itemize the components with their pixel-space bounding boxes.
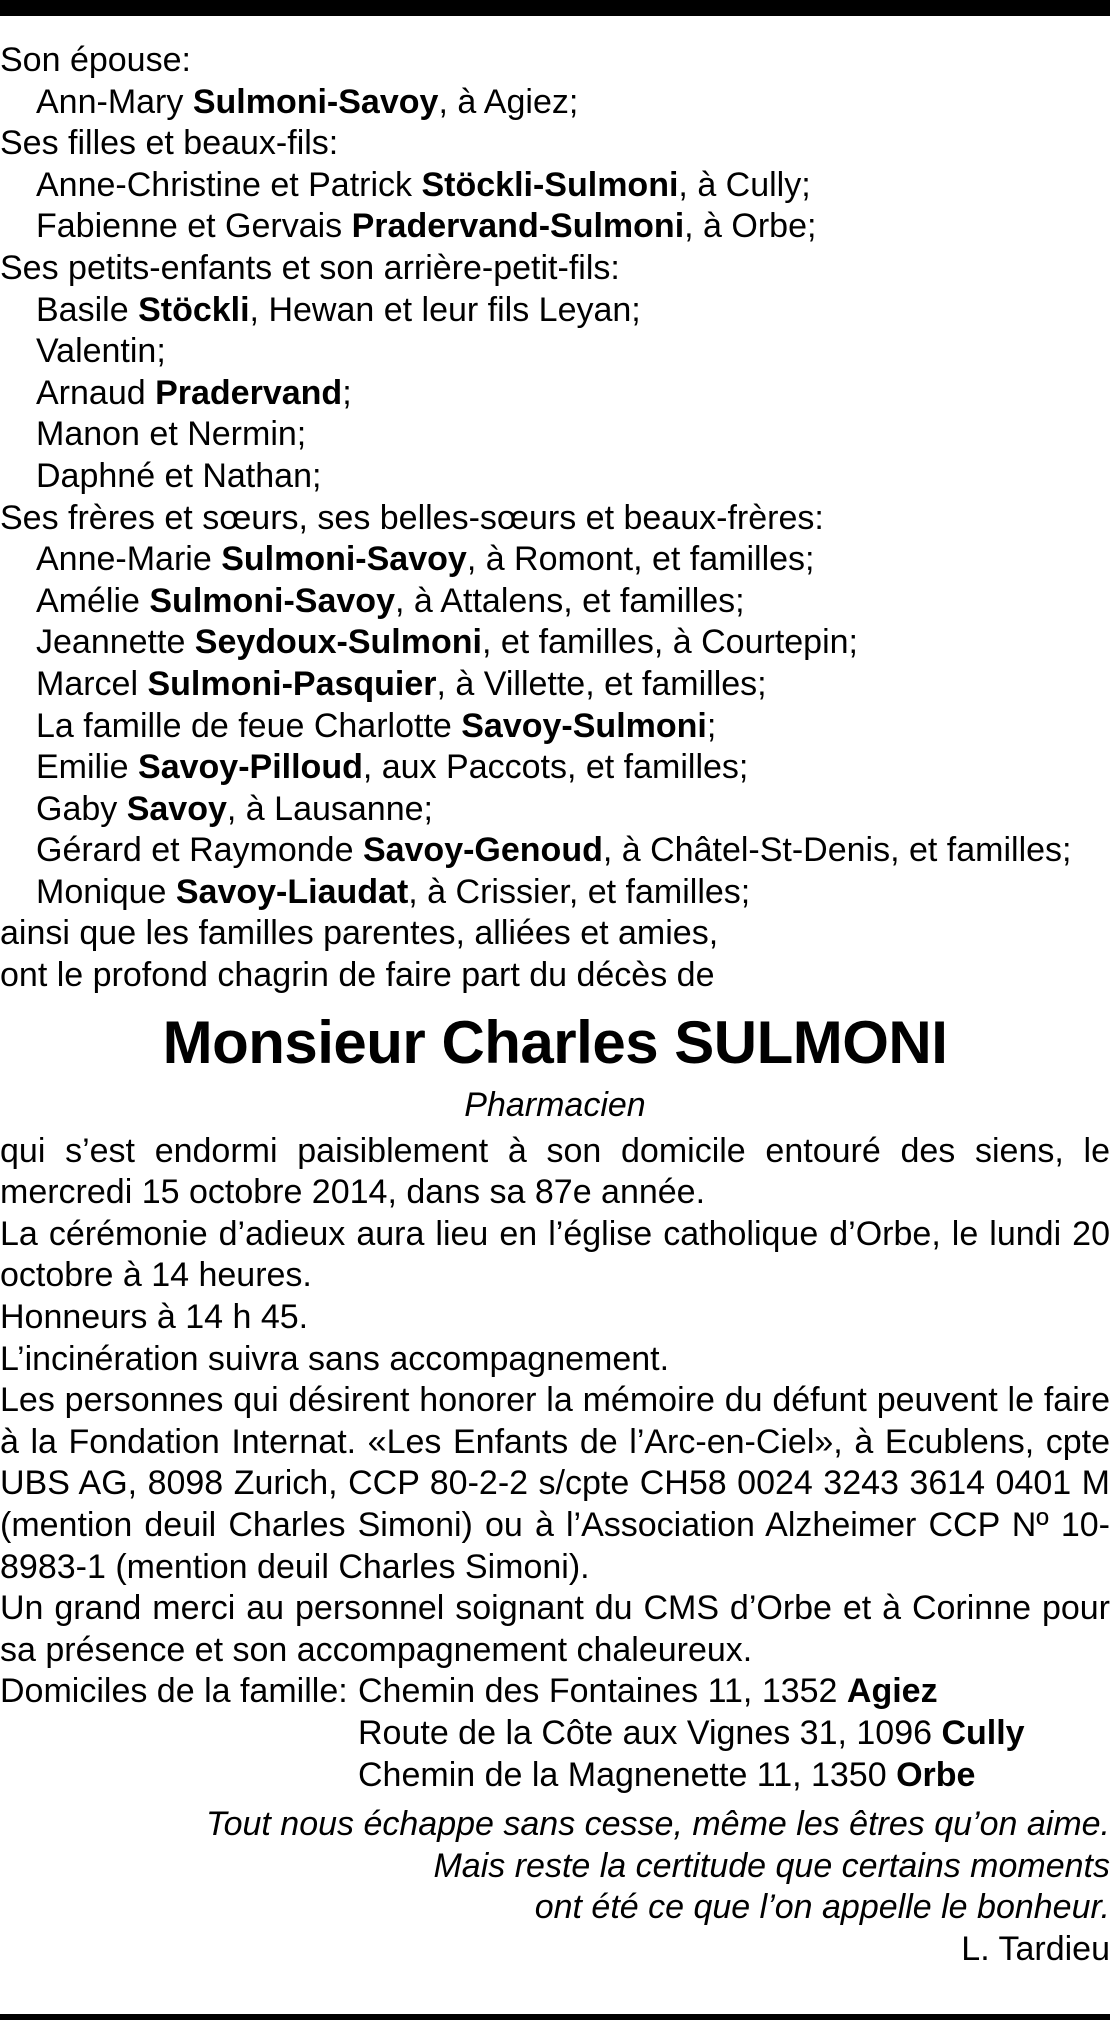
bottom-rule: [0, 2014, 1110, 2020]
paragraph: Un grand merci au personnel soignant du CMS d’Orbe et à Corinne pour sa présence et son accompagnement chaleureux.: [0, 1589, 1110, 1669]
top-rule: [0, 0, 1110, 16]
domicile-address: [358, 1671, 938, 1713]
quote: [0, 1804, 1110, 1929]
place: , aux Paccots, et familles;: [362, 748, 749, 787]
family-line: [0, 747, 1110, 789]
domicile-row: [0, 1713, 1110, 1755]
surname: Pradervand-Sulmoni: [351, 207, 685, 246]
address-street: Chemin des Fontaines 11, 1352: [358, 1672, 847, 1711]
first-name: Monique: [36, 872, 176, 911]
family-line: Valentin;: [36, 332, 166, 371]
address-street: Route de la Côte aux Vignes 31, 1096: [358, 1713, 942, 1752]
paragraph: Honneurs à 14 h 45.: [0, 1298, 309, 1337]
paragraph: L’incinération suivra sans accompagnement.: [0, 1339, 670, 1378]
family-line: [0, 872, 1110, 914]
first-name: Emilie: [36, 748, 139, 787]
address-street: Chemin de la Magnenette 11, 1350: [358, 1755, 897, 1794]
surname: Stöckli: [138, 290, 250, 329]
domicile-address: [358, 1755, 975, 1797]
quote-line: Tout nous échappe sans cesse, même les êtres qu’on aime.: [205, 1805, 1110, 1844]
place: , à Orbe;: [684, 207, 817, 246]
first-name: Fabienne et Gervais: [36, 207, 352, 246]
family-line: [0, 539, 1110, 581]
surname: Savoy: [126, 789, 227, 828]
deceased-name: Monsieur Charles SULMONI: [162, 1008, 948, 1076]
family-line: [0, 82, 1110, 124]
surname: Savoy-Liaudat: [175, 872, 409, 911]
place: ;: [342, 373, 352, 412]
paragraph: La cérémonie d’adieux aura lieu en l’église catholique d’Orbe, le lundi 20 octobre à 14 heures.: [0, 1214, 1110, 1295]
domiciles-label: Domiciles de la famille:: [0, 1672, 348, 1711]
paragraph: qui s’est endormi paisiblement à son domicile entouré des siens, le mercredi 15 octobre 2014, dans sa 87e année.: [0, 1131, 1110, 1212]
surname: Sulmoni-Savoy: [221, 540, 467, 579]
domicile-address: [358, 1713, 1025, 1755]
address-city: Agiez: [846, 1672, 938, 1711]
place: , à Châtel-St-Denis, et familles;: [602, 831, 1072, 870]
place: , à Romont, et familles;: [466, 540, 815, 579]
closing-line: ont le profond chagrin de faire part du décès de: [0, 956, 715, 995]
first-name: Marcel: [36, 664, 148, 703]
family-line: [0, 165, 1110, 207]
first-name: Anne-Marie: [36, 540, 222, 579]
first-name: Gérard et Raymonde: [36, 831, 363, 870]
family-line: Manon et Nermin;: [36, 415, 307, 454]
spouse-heading: Son épouse:: [0, 41, 191, 79]
family-line: [0, 789, 1110, 831]
first-name: Basile: [36, 290, 139, 329]
domicile-row: [0, 1671, 1110, 1713]
domicile-row: [0, 1755, 1110, 1797]
first-name: Jeannette: [36, 623, 195, 662]
first-name: Ann-Mary: [36, 82, 193, 121]
family-line: [0, 706, 1110, 748]
quote-line: ont été ce que l’on appelle le bonheur.: [534, 1888, 1110, 1927]
place: ;: [706, 706, 717, 745]
surname: Savoy-Sulmoni: [461, 706, 707, 745]
family-line: [0, 373, 1110, 415]
grandchildren-heading: Ses petits-enfants et son arrière-petit-fils:: [0, 248, 620, 287]
surname: Sulmoni-Savoy: [149, 581, 395, 620]
family-line: [0, 290, 1110, 332]
first-name: Gaby: [36, 789, 127, 828]
surname: Savoy-Pilloud: [138, 748, 363, 787]
daughters-heading: Ses filles et beaux-fils:: [0, 124, 339, 163]
surname: Stöckli-Sulmoni: [421, 165, 679, 204]
surname: Sulmoni-Savoy: [192, 82, 439, 121]
deceased-profession: Pharmacien: [464, 1085, 646, 1124]
family-line: Daphné et Nathan;: [36, 456, 322, 495]
place: , à Agiez;: [438, 82, 579, 121]
place: , Hewan et leur fils Leyan;: [249, 290, 641, 329]
first-name: Amélie: [36, 581, 150, 620]
paragraph: Les personnes qui désirent honorer la mémoire du défunt peuvent le faire à la Fondation Internat. «Les Enfants de l’Arc-en-Ciel», à Ecublens, cpte UBS AG, 8098 Zurich, CCP 80-2-2 s/cpte CH58 0024 3243 3614 0401 M (mention deuil Charles Simoni) ou à l’Association Alzheimer CCP Nº 10-8983-1 (mention deuil Charles Simoni).: [0, 1381, 1110, 1586]
surname: Pradervand: [155, 373, 343, 412]
place: , à Cully;: [678, 165, 811, 204]
family-line: [0, 664, 1110, 706]
family-line: [0, 581, 1110, 623]
surname: Savoy-Genoud: [362, 831, 603, 870]
closing-line: ainsi que les familles parentes, alliées et amies,: [0, 914, 719, 953]
address-city: Orbe: [896, 1755, 976, 1794]
place: , à Crissier, et familles;: [408, 872, 751, 911]
obituary-notice: [0, 40, 1110, 1971]
family-line: [0, 622, 1110, 664]
surname: Sulmoni-Pasquier: [147, 664, 437, 703]
family-line: [0, 830, 1110, 872]
family-line: [0, 206, 1110, 248]
first-name: La famille de feue Charlotte: [36, 706, 462, 745]
place: , et familles, à Courtepin;: [481, 623, 858, 662]
place: , à Villette, et familles;: [436, 664, 767, 703]
place: , à Attalens, et familles;: [394, 581, 745, 620]
address-city: Cully: [941, 1713, 1025, 1752]
place: , à Lausanne;: [226, 789, 433, 828]
first-name: Arnaud: [36, 373, 156, 412]
quote-line: Mais reste la certitude que certains moments: [433, 1846, 1110, 1885]
quote-author: L. Tardieu: [961, 1929, 1110, 1968]
siblings-heading: Ses frères et sœurs, ses belles-sœurs et beaux-frères:: [0, 498, 824, 537]
surname: Seydoux-Sulmoni: [194, 623, 482, 662]
first-name: Anne-Christine et Patrick: [36, 165, 422, 204]
